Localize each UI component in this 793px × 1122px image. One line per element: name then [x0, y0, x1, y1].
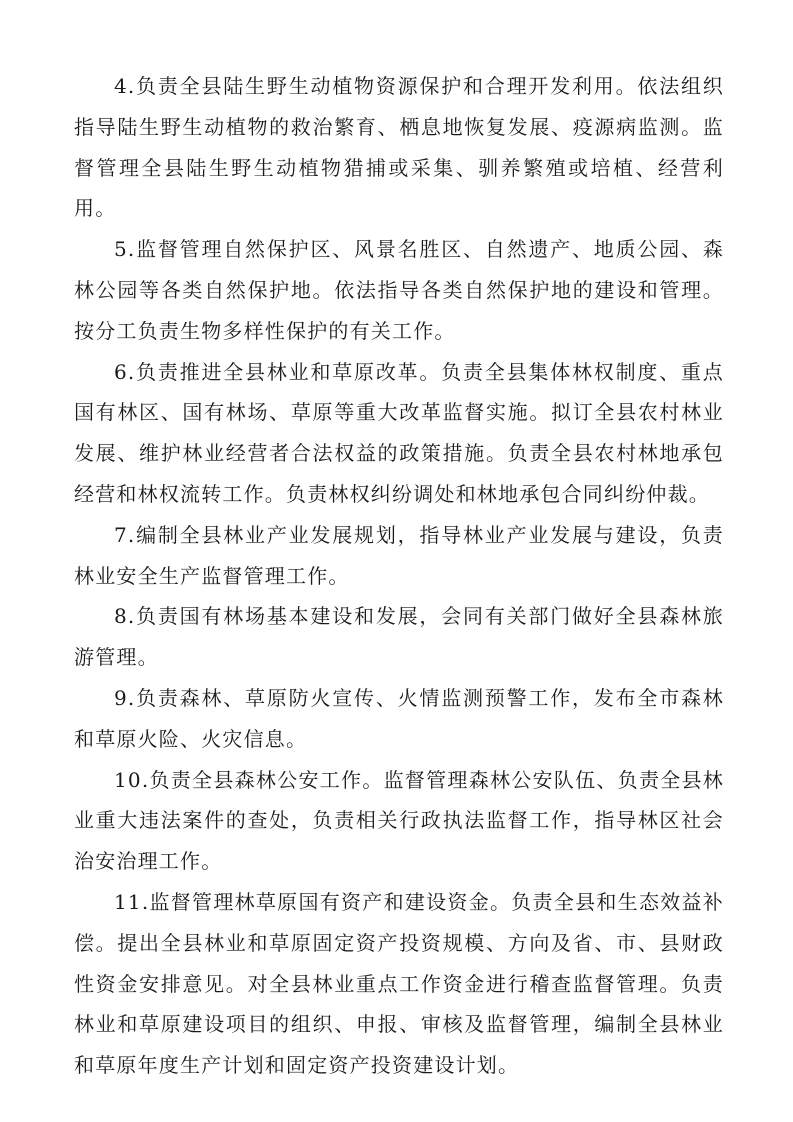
paragraph-item-5: 5.监督管理自然保护区、风景名胜区、自然遗产、地质公园、森林公园等各类自然保护地。依法指导各类自然保护地的建设和管理。按分工负责生物多样性保护的有关工作。 — [74, 237, 724, 343]
paragraph-item-8: 8.负责国有林场基本建设和发展，会同有关部门做好全县森林旅游管理。 — [74, 604, 724, 670]
paragraph-item-7: 7.编制全县林业产业发展规划，指导林业产业发展与建设，负责林业安全生产监督管理工作。 — [74, 522, 724, 588]
paragraph-item-9: 9.负责森林、草原防火宣传、火情监测预警工作，发布全市森林和草原火险、火灾信息。 — [74, 685, 724, 751]
paragraph-item-6: 6.负责推进全县林业和草原改革。负责全县集体林权制度、重点国有林区、国有林场、草原等重大改革监督实施。拟订全县农村林业发展、维护林业经营者合法权益的政策措施。负责全县农村林地承包经营和林权流转工作。负责林权纠纷调处和林地承包合同纠纷仲裁。 — [74, 359, 724, 506]
paragraph-item-4: 4.负责全县陆生野生动植物资源保护和合理开发利用。依法组织指导陆生野生动植物的救治繁育、栖息地恢复发展、疫源病监测。监督管理全县陆生野生动植物猎捕或采集、驯养繁殖或培植、经营利用。 — [74, 74, 724, 221]
document-body — [74, 66, 724, 1086]
paragraph-item-10: 10.负责全县森林公安工作。监督管理森林公安队伍、负责全县林业重大违法案件的查处，负责相关行政执法监督工作，指导林区社会治安治理工作。 — [74, 767, 724, 874]
paragraph-item-11: 11.监督管理林草原国有资产和建设资金。负责全县和生态效益补偿。提出全县林业和草原固定资产投资规模、方向及省、市、县财政性资金安排意见。对全县林业重点工作资金进行稽查监督管理。负责林业和草原建设项目的组织、申报、审核及监督管理，编制全县林业和草原年度生产计划和固定资产投资建设计划。 — [74, 889, 724, 1078]
